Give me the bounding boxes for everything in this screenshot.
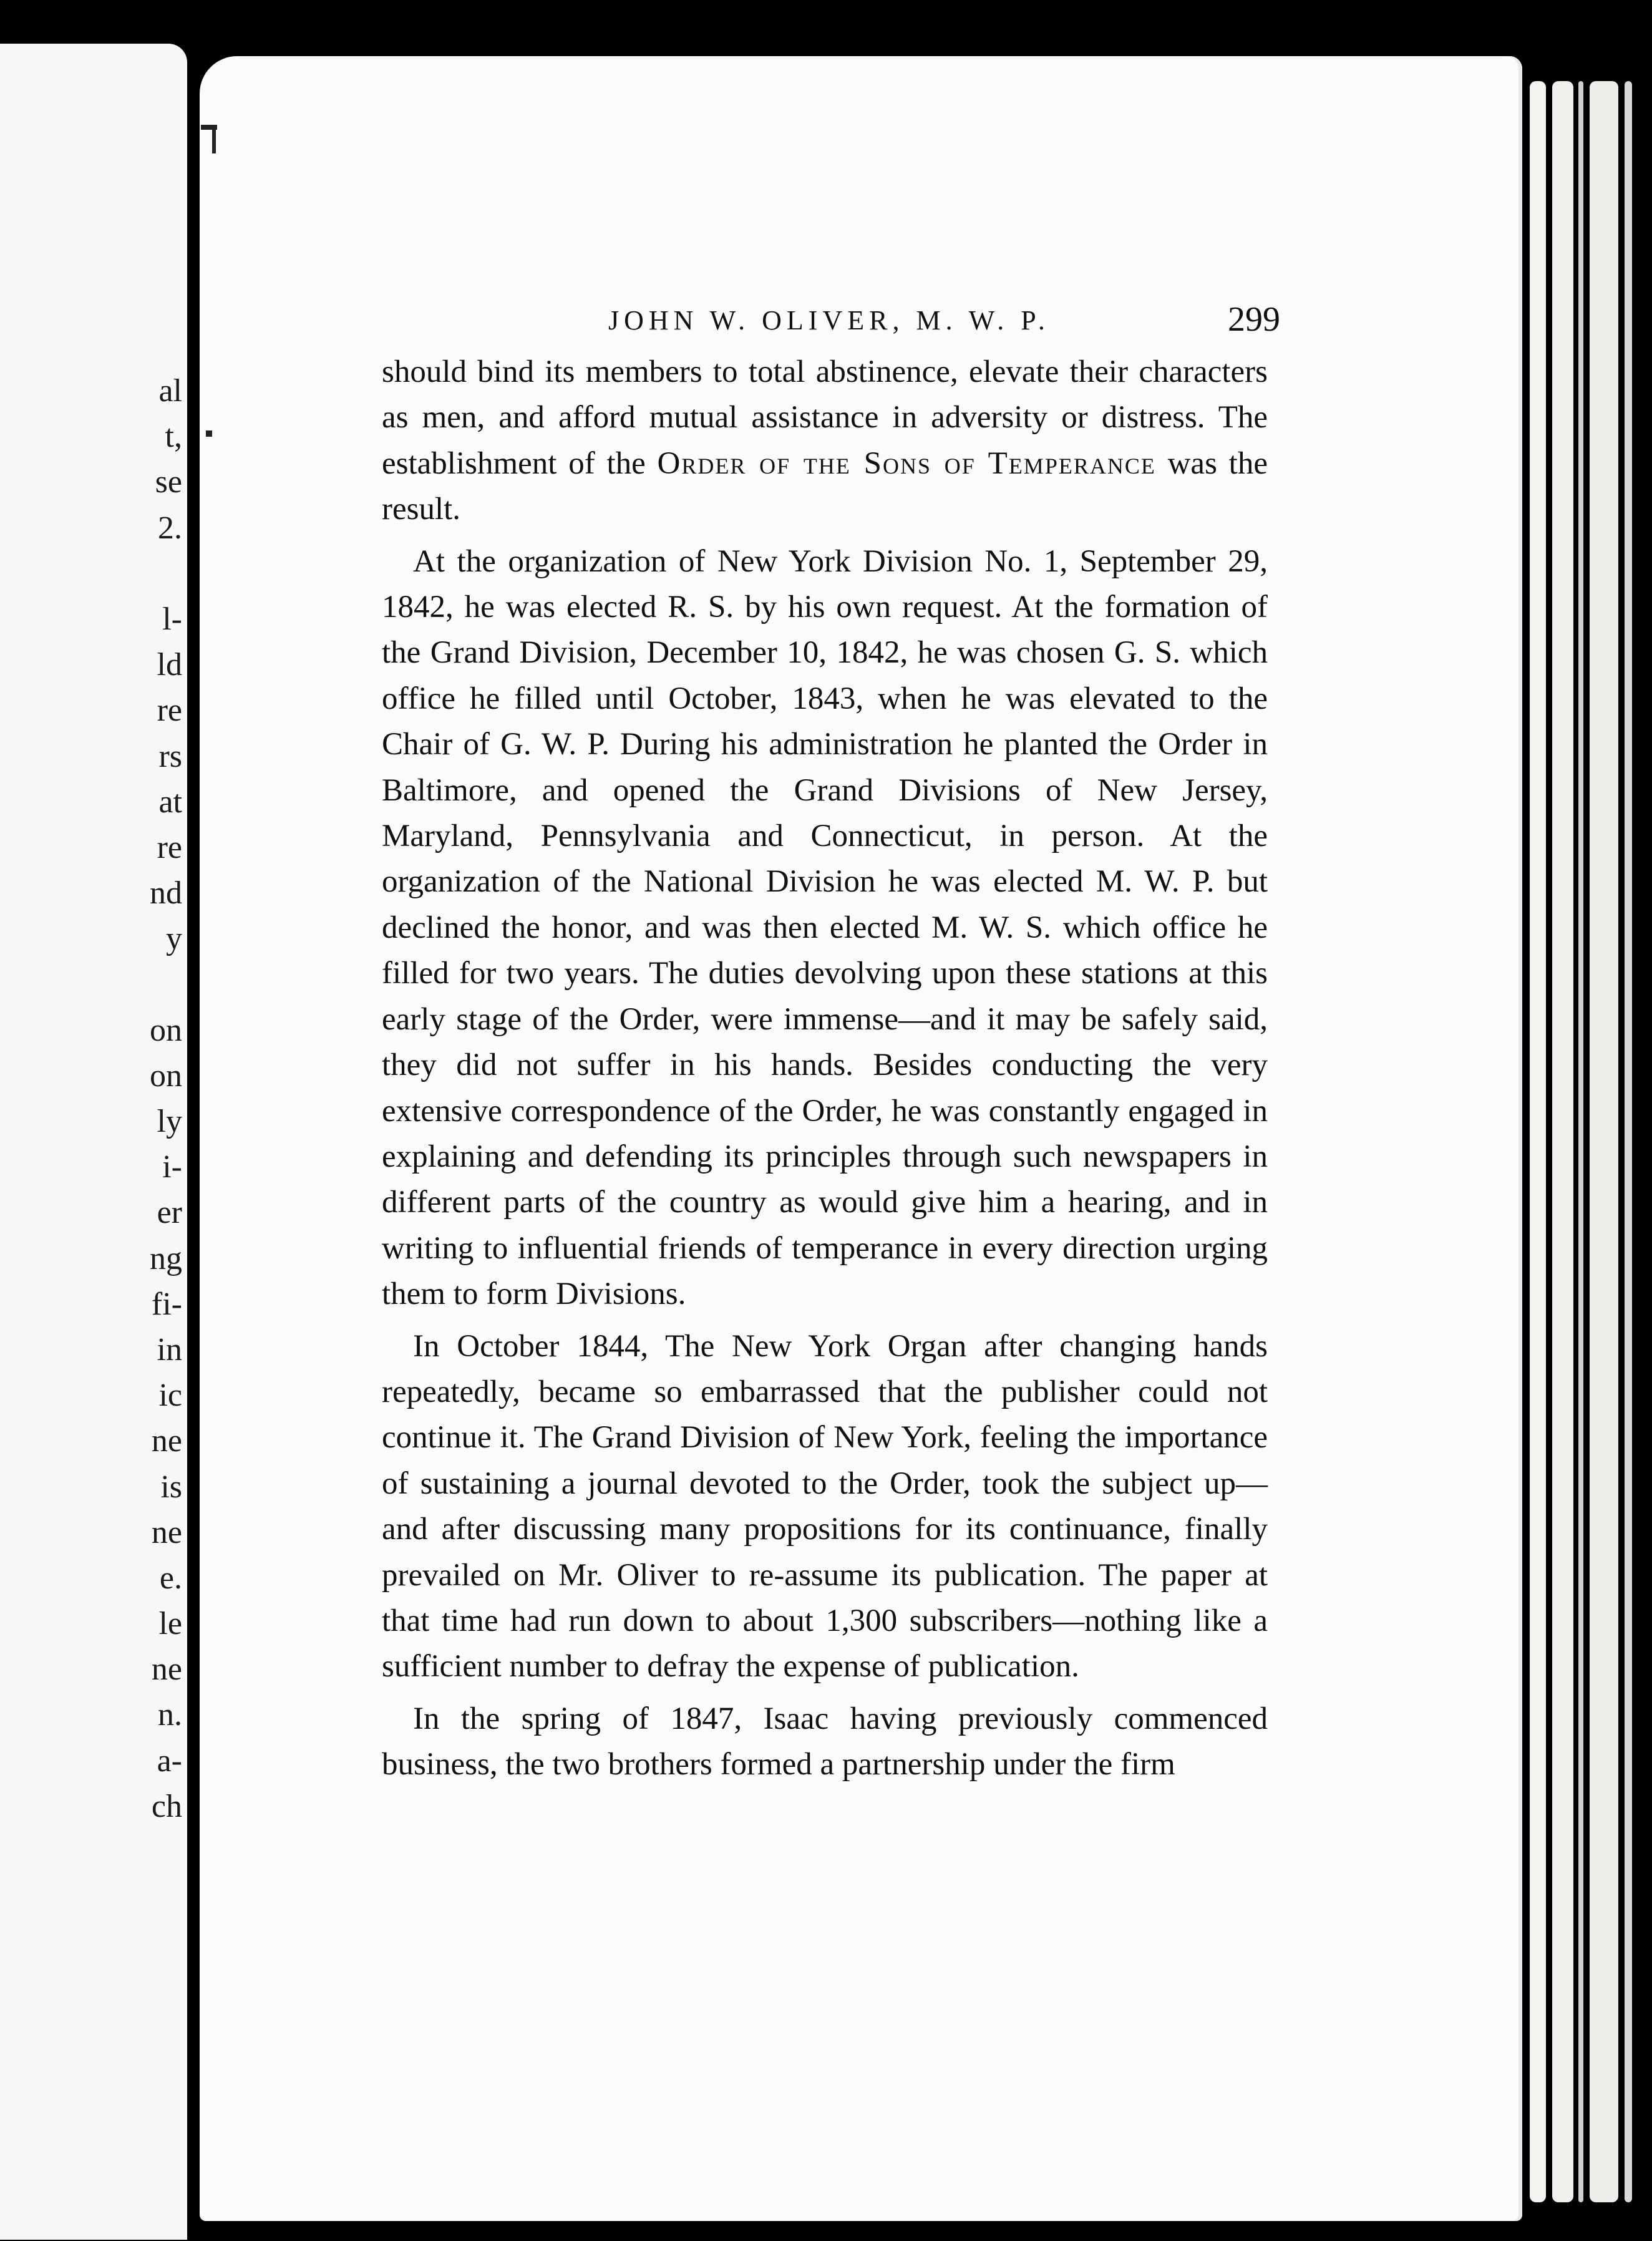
- previous-page-fragment: al: [158, 373, 182, 409]
- paragraph-1-text: should bind its members to total abstinence, elevate their characters as men, and afford mutual assistance in adversity or distress. The establishment of the: [382, 354, 1268, 481]
- paragraph-1: [382, 349, 1268, 533]
- scan-mark: [206, 430, 212, 437]
- previous-page-fragment: at: [158, 784, 182, 820]
- previous-page-fragment: rs: [158, 738, 182, 774]
- previous-page-fragment: ng: [150, 1240, 182, 1276]
- order-name: Order of the Sons of Temperance: [657, 445, 1156, 481]
- scan-mark: [212, 125, 216, 153]
- previous-page-text-fragments: [0, 368, 187, 1829]
- previous-page-fragment: a-: [157, 1743, 182, 1779]
- body-text: [382, 349, 1268, 1788]
- previous-page-fragment: [0, 961, 187, 1007]
- paragraph-4: In the spring of 1847, Isaac having previously commenced business, the two brothers formed a partnership under the firm: [382, 1701, 1268, 1782]
- previous-page-fragment: re: [157, 693, 182, 729]
- page-edge: [1578, 81, 1583, 2202]
- previous-page-fragment: ld: [157, 647, 182, 683]
- previous-page-fragment: n.: [158, 1697, 182, 1733]
- previous-page-fragment: i-: [162, 1149, 182, 1185]
- previous-page-fragment: 2.: [158, 510, 182, 546]
- previous-page-fragment: ne: [151, 1651, 182, 1688]
- previous-page-fragment: ne: [151, 1514, 182, 1550]
- previous-page-fragment: er: [157, 1195, 182, 1231]
- previous-page-fragment: t,: [165, 419, 182, 455]
- previous-page-fragment: re: [157, 829, 182, 865]
- previous-page-fragment: y: [166, 921, 182, 957]
- page-edge: [1590, 81, 1618, 2202]
- previous-page-fragment: ch: [151, 1788, 182, 1824]
- page-edge: [1530, 81, 1546, 2202]
- running-head: JOHN W. OLIVER, M. W. P.: [608, 305, 1050, 336]
- previous-page-fragment: ly: [157, 1104, 182, 1139]
- previous-page-fragment: nd: [150, 875, 182, 911]
- previous-page-fragment: on: [150, 1057, 182, 1094]
- page-edge: [1552, 81, 1573, 2202]
- previous-page-fragment: fi-: [151, 1286, 182, 1322]
- previous-page: [0, 44, 187, 2240]
- previous-page-fragment: le: [158, 1606, 182, 1642]
- page-edge: [1625, 81, 1632, 2202]
- page-number: 299: [1228, 300, 1280, 339]
- previous-page-fragment: ic: [158, 1378, 182, 1414]
- previous-page-fragment: on: [150, 1012, 182, 1048]
- previous-page-fragment: e.: [159, 1560, 182, 1596]
- previous-page-fragment: l-: [162, 601, 182, 637]
- previous-page-fragment: [0, 551, 187, 596]
- paragraph-3: In October 1844, The New York Organ after changing hands repeatedly, became so embarrassed that the publisher could not continue it. The Grand Division of New York, feeling the importance of sustaining a journal devoted to the Order, took the subject up—and after discussing many propositions for its continuance, finally prevailed on Mr. Oliver to re-assume its publication. The paper at that time had run down to about 1,300 subscribers—nothing like a sufficient number to defray the expense of publication.: [382, 1328, 1268, 1684]
- paragraph-2: At the organization of New York Division No. 1, September 29, 1842, he was elected R. S. by his own request. At the formation of the Grand Division, December 10, 1842, he was chosen G. S. which office he filled until October, 1843, when he was elevated to the Chair of G. W. P. During his administration he planted the Order in Baltimore, and opened the Grand Divisions of New Jersey, Maryland, Pennsylvania and Connecticut, in person. At the organization of the National Division he was elected M. W. P. but declined the honor, and was then elected M. W. S. which office he filled for two years. The duties devolving upon these stations at this early stage of the Order, were immense—and it may be safely said, they did not suffer in his hands. Besides conducting the very extensive correspondence of the Order, he was constantly engaged in explaining and defending its principles through such newspapers in different parts of the country as would give him a hearing, and in writing to influential friends of temperance in every direction urging them to form Divisions.: [382, 543, 1268, 1312]
- paragraph-1-end: was the result.: [382, 445, 1268, 527]
- previous-page-fragment: se: [155, 464, 182, 500]
- previous-page-fragment: in: [157, 1331, 182, 1368]
- previous-page-fragment: ne: [151, 1423, 182, 1459]
- previous-page-fragment: is: [160, 1469, 182, 1505]
